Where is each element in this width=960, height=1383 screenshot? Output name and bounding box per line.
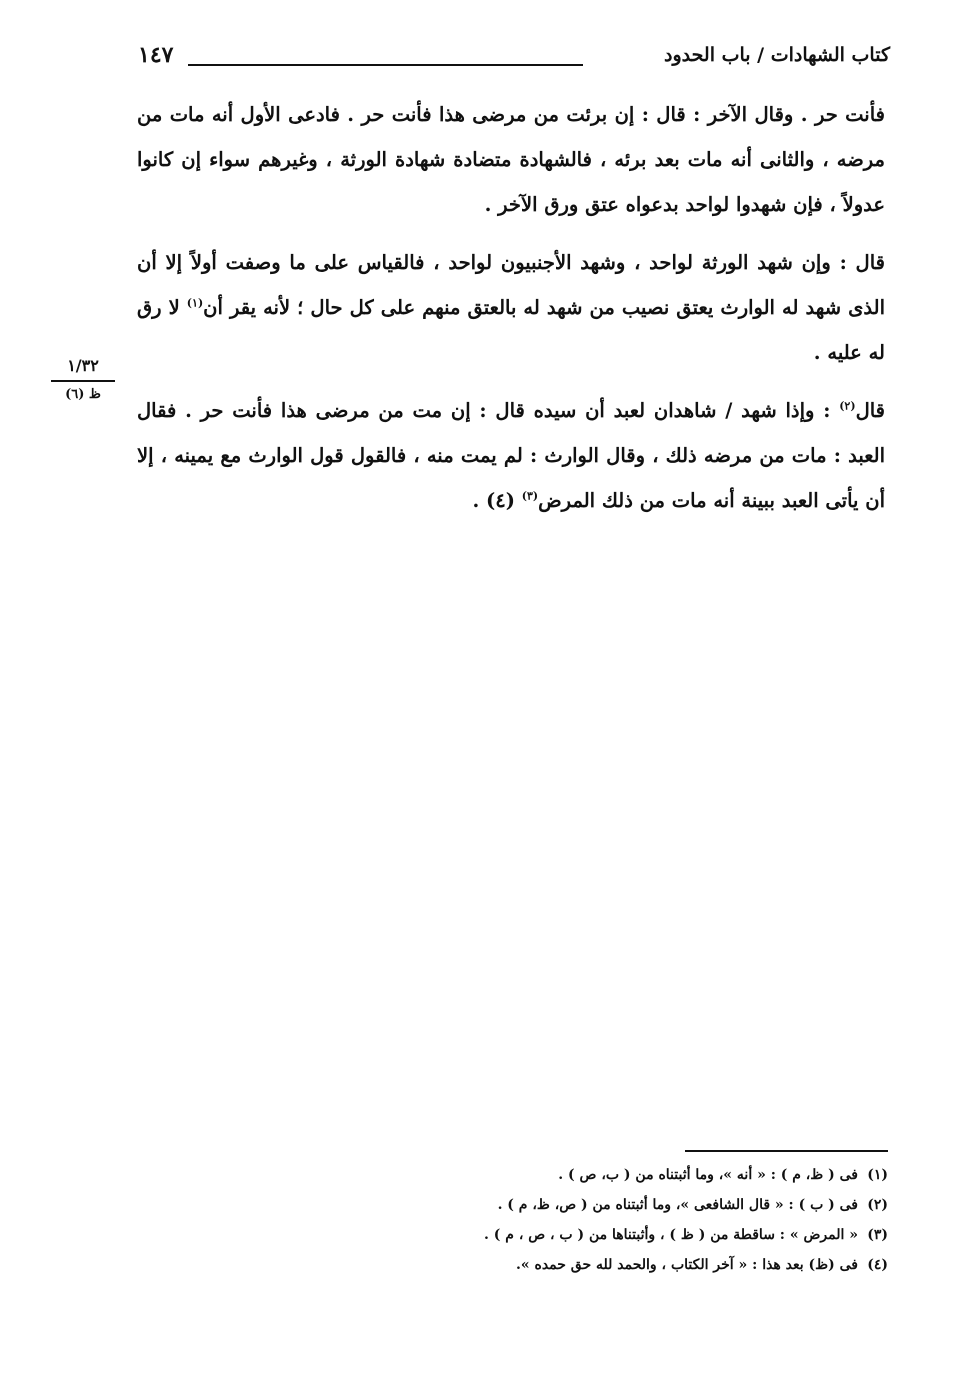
footnote-number: (١) [867,1167,888,1183]
footnote-2 [128,1190,888,1220]
manuscript-siglum: ظ (٦) [65,387,101,402]
paragraph-1 [137,92,885,227]
main-text [137,92,885,536]
footnote-number: (٢) [867,1197,888,1213]
running-title: كتاب الشهادات / باب الحدود [664,44,890,66]
paragraph-2-lead: قال : [839,251,885,274]
paragraph-1-text: فأنت حر . وقال الآخر : قال : إن برئت من مرضى هذا فأنت حر . فادعى الأول أنه مات من مرضه ، والثانى أنه مات بعد برئه ، فالشهادة متضادة شهادة الورثة ، وغيرهم سواء إن كانوا عدولاً ، فإن شهدوا لواحد بدعواه عتق ورق الآخر . [137,103,885,216]
page-number: ١٤٧ [138,42,174,68]
footnote-4 [128,1250,888,1280]
paragraph-2-text-before-ref: وإن شهد الورثة لواحد ، وشهد الأجنبيون لواحد ، فالقياس على ما وصفت أولاً إلا أن الذى شهد له الوارث يعتق نصيب من شهد له بالعتق منهم على كل حال ؛ لأنه يقر أن [137,251,885,319]
footnote-text: فى ( ظ، م ) : « أنه »، وما أثبتناه من ( ب، ص ) . [558,1167,858,1183]
paragraph-3-text-before-ref: : وإذا شهد / شاهدان لعبد أن سيده قال : إن مت من مرضى هذا فأنت حر . فقال العبد : مات من مرضه ذلك ، وقال الوارث : لم يمت منه ، فالقول قول الوارث مع يمينه ، إلا أن يأتى العبد ببينة أنه مات من ذلك المرض [137,399,885,512]
footnote-number: (٣) [867,1227,888,1243]
paragraph-2-text-after-ref: لا رق له عليه . [137,296,885,364]
footnote-3 [128,1220,888,1250]
footnote-text: فى ( ب ) : « قال الشافعى »، وما أثبتناه من ( ص، ظ، م ) . [497,1197,858,1213]
folio-divider [51,380,115,382]
footnote-number: (٤) [867,1257,888,1273]
header-rule [188,64,583,66]
page-header [138,40,890,80]
folio-number: ١/٣٢ [67,356,99,375]
footnote-text: فى (ظ) بعد هذا : « آخر الكتاب ، والحمد لله حق حمده ». [516,1257,858,1273]
footnote-ref-1: (١) [186,296,204,310]
paragraph-2 [137,240,885,375]
footnote-separator [685,1150,888,1152]
footnotes [128,1160,888,1280]
paragraph-3-lead: قال [855,399,885,422]
footnote-1 [128,1160,888,1190]
footnote-text: « المرض » : ساقطة من ( ظ ) ، وأثبتناها من ( ب ، ص ، م ) . [484,1227,858,1243]
paragraph-3-text-after-ref: (٤) . [472,489,522,512]
manuscript-folio-marker [48,356,118,404]
paragraph-3 [137,388,885,523]
footnote-ref-3: (٣) [521,489,539,503]
footnote-ref-2: (٢) [839,399,856,413]
